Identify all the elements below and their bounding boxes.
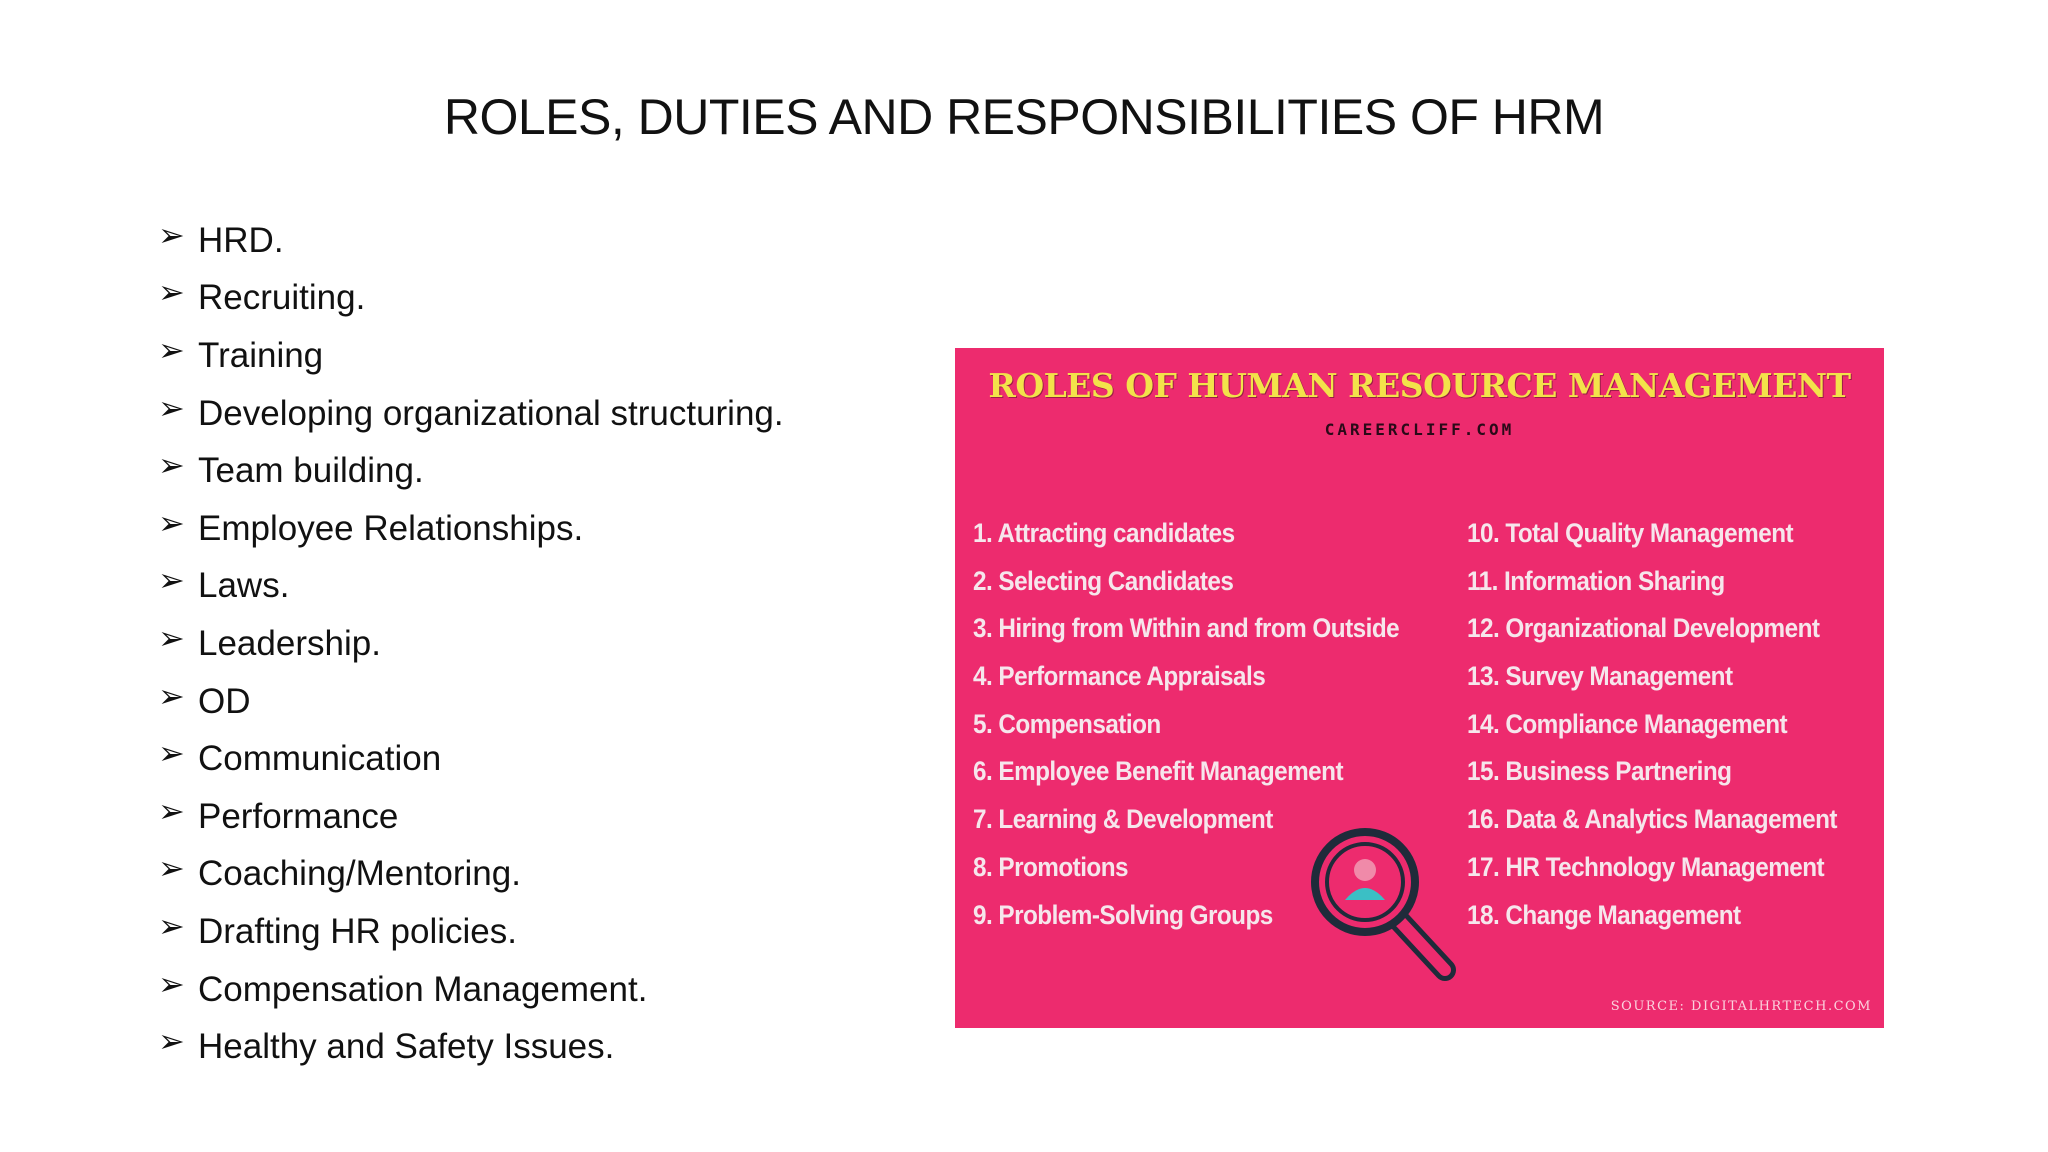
arrow-bullet-icon: ➢ xyxy=(158,965,185,1002)
list-item-text: Employee Relationships. xyxy=(198,508,584,548)
image-subtitle: CAREERCLIFF.COM xyxy=(1324,420,1515,439)
list-item-text: Drafting HR policies. xyxy=(198,911,517,951)
list-item-text: Performance xyxy=(198,796,399,836)
arrow-bullet-icon: ➢ xyxy=(158,504,185,541)
role-item: 5. Compensation xyxy=(973,708,1161,739)
role-item: 17. HR Technology Management xyxy=(1467,851,1825,882)
list-item-text: Recruiting. xyxy=(198,278,366,318)
list-item xyxy=(158,903,784,961)
list-item xyxy=(158,270,784,328)
roles-column-right xyxy=(1467,518,1878,947)
role-item: 2. Selecting Candidates xyxy=(973,565,1234,596)
role-item: 18. Change Management xyxy=(1467,899,1741,930)
list-item-text: Leadership. xyxy=(198,623,381,663)
list-item xyxy=(158,500,784,558)
arrow-bullet-icon: ➢ xyxy=(158,389,185,426)
arrow-bullet-icon: ➢ xyxy=(158,562,185,599)
role-item: 6. Employee Benefit Management xyxy=(973,756,1344,787)
list-item-text: Healthy and Safety Issues. xyxy=(198,1027,615,1067)
bullet-list xyxy=(158,212,784,1076)
list-item xyxy=(158,558,784,616)
role-item: 13. Survey Management xyxy=(1467,661,1733,692)
list-item xyxy=(158,442,784,500)
arrow-bullet-icon: ➢ xyxy=(158,907,185,944)
arrow-bullet-icon: ➢ xyxy=(158,447,185,484)
arrow-bullet-icon: ➢ xyxy=(158,331,185,368)
arrow-bullet-icon: ➢ xyxy=(158,1023,185,1060)
role-item: 15. Business Partnering xyxy=(1467,756,1732,787)
list-item-text: Developing organizational structuring. xyxy=(198,393,784,433)
list-item xyxy=(158,846,784,904)
arrow-bullet-icon: ➢ xyxy=(158,274,185,311)
role-item: 11. Information Sharing xyxy=(1467,565,1725,596)
arrow-bullet-icon: ➢ xyxy=(158,619,185,656)
arrow-bullet-icon: ➢ xyxy=(158,735,185,772)
role-item: 8. Promotions xyxy=(973,851,1129,882)
list-item xyxy=(158,673,784,731)
role-item: 14. Compliance Management xyxy=(1467,708,1788,739)
hrm-roles-image xyxy=(955,348,1884,1028)
list-item xyxy=(158,327,784,385)
image-source: SOURCE: DIGITALHRTECH.COM xyxy=(1610,999,1872,1014)
list-item xyxy=(158,615,784,673)
list-item xyxy=(158,385,784,443)
list-item xyxy=(158,212,784,270)
slide-title: ROLES, DUTIES AND RESPONSIBILITIES OF HRM xyxy=(443,89,1605,145)
list-item-text: Communication xyxy=(198,739,442,779)
list-item xyxy=(158,730,784,788)
list-item-text: HRD. xyxy=(198,220,284,260)
list-item-text: Team building. xyxy=(198,451,424,491)
role-item: 16. Data & Analytics Management xyxy=(1467,804,1837,835)
list-item-text: Laws. xyxy=(198,566,290,606)
list-item-text: Coaching/Mentoring. xyxy=(198,854,521,894)
list-item xyxy=(158,961,784,1019)
arrow-bullet-icon: ➢ xyxy=(158,216,185,253)
list-item xyxy=(158,1018,784,1076)
arrow-bullet-icon: ➢ xyxy=(158,677,185,714)
arrow-bullet-icon: ➢ xyxy=(158,850,185,887)
role-item: 10. Total Quality Management xyxy=(1467,518,1794,548)
list-item-text: Compensation Management. xyxy=(198,969,648,1009)
role-item: 7. Learning & Development xyxy=(973,804,1273,835)
list-item-text: OD xyxy=(198,681,251,721)
role-item: 3. Hiring from Within and from Outside xyxy=(973,613,1400,644)
role-item: 9. Problem-Solving Groups xyxy=(973,899,1273,930)
arrow-bullet-icon: ➢ xyxy=(158,792,185,829)
list-item-text: Training xyxy=(198,335,324,375)
role-item: 1. Attracting candidates xyxy=(973,518,1235,548)
magnifier-person-icon xyxy=(1307,824,1457,984)
list-item xyxy=(158,788,784,846)
role-item: 4. Performance Appraisals xyxy=(973,661,1266,692)
role-item: 12. Organizational Development xyxy=(1467,613,1820,644)
image-title: ROLES OF HUMAN RESOURCE MANAGEMENT xyxy=(988,366,1851,405)
